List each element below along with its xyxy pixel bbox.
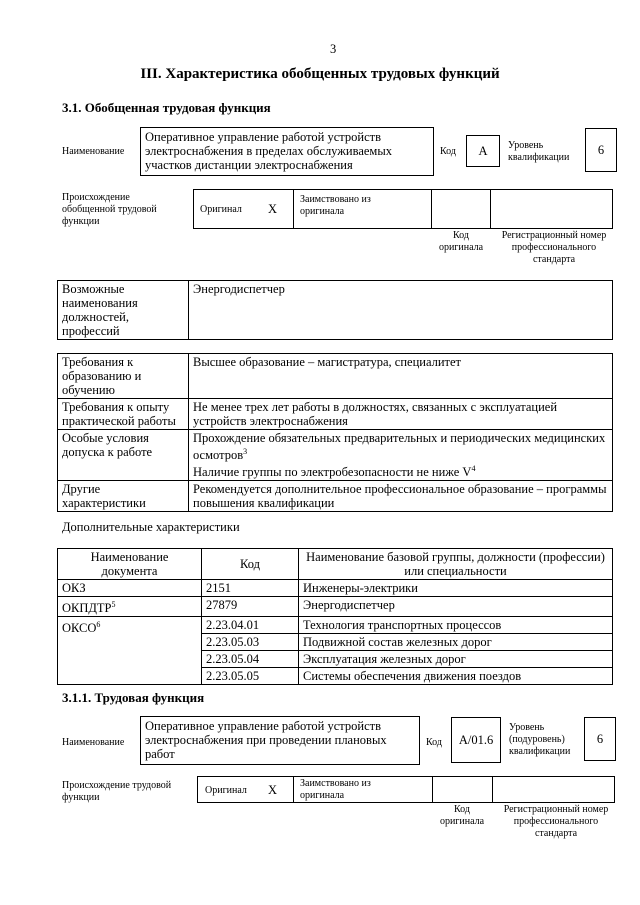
table-row <box>58 399 613 430</box>
table-row <box>58 597 613 617</box>
tf-name-label: Наименование <box>62 737 125 748</box>
gtf-original-mark: X <box>268 202 278 216</box>
table-row <box>58 481 613 512</box>
name-cell: Технология транспортных процессов <box>299 617 613 634</box>
req-line: Прохождение обязательных предварительных и периодических медицинских осмотров <box>193 431 606 463</box>
tf-reg-number-label: Регистрационный номер профессионального стандарта <box>503 804 609 839</box>
table-row <box>58 354 613 399</box>
gtf-reg-number-label: Регистрационный номер профессионального стандарта <box>501 230 607 265</box>
gtf-level-value: 6 <box>585 128 617 172</box>
name-cell: Энергодиспетчер <box>299 597 613 617</box>
tf-original-mark: X <box>268 783 278 797</box>
req-label: Требования к образованию и обучению <box>58 354 189 399</box>
gtf-origin-label: Происхождение обобщенной трудовой функции <box>62 192 157 227</box>
gtf-code-value: A <box>466 135 500 167</box>
gtf-code-label: Код <box>440 146 456 157</box>
code-cell: 2.23.05.05 <box>202 668 299 685</box>
tf-origin-code-label: Код оригинала <box>439 804 485 827</box>
req-label: Другие характеристики <box>58 481 189 512</box>
positions-table <box>57 280 613 340</box>
gtf-level-label: Уровень квалификации <box>508 140 570 163</box>
gtf-heading: 3.1. Обобщенная трудовая функция <box>62 100 271 115</box>
doc-cell: ОКСО$^6$ <box>58 617 202 685</box>
tf-code-label: Код <box>426 737 442 748</box>
name-cell: Системы обеспечения движения поездов <box>299 668 613 685</box>
code-cell: 2.23.05.03 <box>202 634 299 651</box>
gtf-origin-frame <box>193 189 613 229</box>
additional-heading: Дополнительные характеристики <box>62 520 240 534</box>
col-header: Код <box>202 549 299 580</box>
footnote-ref: 3 <box>243 447 248 456</box>
doc-cell: ОКПДТР$^5$ <box>58 597 202 617</box>
req-value <box>189 430 613 481</box>
tf-origin-frame <box>197 776 615 803</box>
gtf-name-value: Оперативное управление работой устройств электроснабжения в пределах обслуживаемых участков дистанции электроснабжения <box>140 127 434 176</box>
col-header: Наименование документа <box>58 549 202 580</box>
gtf-name-label: Наименование <box>62 146 125 157</box>
gtf-borrowed-label: Заимствовано из оригинала <box>300 194 371 217</box>
req-value: Рекомендуется дополнительное профессиональное образование – программы повышения квалификации <box>189 481 613 512</box>
doc-cell: ОКЗ <box>58 580 202 597</box>
positions-value: Энергодиспетчер <box>189 281 613 340</box>
tf-origin-label: Происхождение трудовой функции <box>62 780 172 803</box>
table-row <box>58 617 613 634</box>
col-header: Наименование базовой группы, должности (профессии) или специальности <box>299 549 613 580</box>
req-label: Требования к опыту практической работы <box>58 399 189 430</box>
code-cell: 27879 <box>202 597 299 617</box>
table-row <box>58 580 613 597</box>
req-label: Особые условия допуска к работе <box>58 430 189 481</box>
req-value: Не менее трех лет работы в должностях, связанных с эксплуатацией устройств электроснабжения <box>189 399 613 430</box>
section-title: III. Характеристика обобщенных трудовых функций <box>140 66 500 82</box>
table-row <box>58 430 613 481</box>
name-cell: Инженеры-электрики <box>299 580 613 597</box>
footnote-ref: 4 <box>471 464 476 474</box>
name-cell: Эксплуатация железных дорог <box>299 651 613 668</box>
tf-code-value: A/01.6 <box>451 717 501 763</box>
tf-original-label: Оригинал <box>205 785 247 796</box>
tf-name-value: Оперативное управление работой устройств электроснабжения при проведении плановых работ <box>140 716 420 765</box>
requirements-table <box>57 353 613 512</box>
tf-borrowed-label: Заимствовано из оригинала <box>300 778 371 801</box>
code-cell: 2.23.04.01 <box>202 617 299 634</box>
tf-heading: 3.1.1. Трудовая функция <box>62 690 205 705</box>
additional-table <box>57 548 613 685</box>
req-value: Высшее образование – магистратура, специалитет <box>189 354 613 399</box>
code-cell: 2151 <box>202 580 299 597</box>
tf-level-label: Уровень (подуровень) квалификации <box>509 722 571 757</box>
tf-level-value: 6 <box>584 717 616 761</box>
code-cell: 2.23.05.04 <box>202 651 299 668</box>
gtf-original-label: Оригинал <box>200 204 242 215</box>
req-line: Наличие группы по электробезопасности не ниже V <box>193 465 472 480</box>
page-number: 3 <box>330 42 337 56</box>
name-cell: Подвижной состав железных дорог <box>299 634 613 651</box>
positions-label: Возможные наименования должностей, профессий <box>58 281 189 340</box>
gtf-origin-code-label: Код оригинала <box>438 230 484 253</box>
